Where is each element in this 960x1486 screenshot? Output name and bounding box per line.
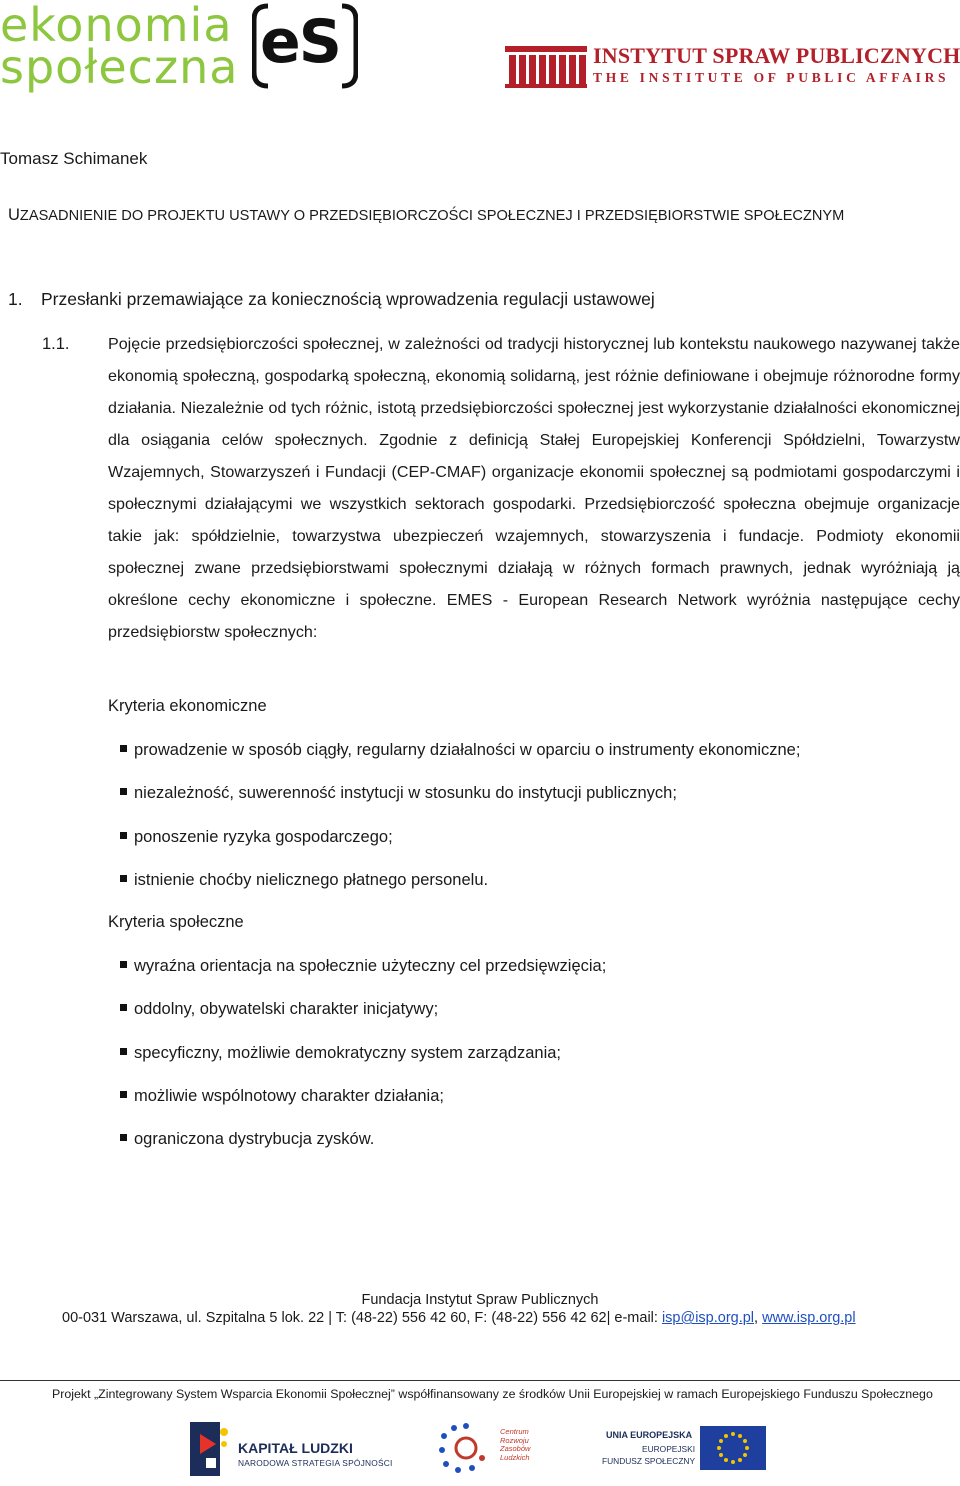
list-item-text: możliwie wspólnotowy charakter działania; [134,1086,444,1105]
square-bullet-icon [120,961,127,968]
list-item [120,998,960,1041]
list-item [120,1128,960,1171]
footer-address-text: 00-031 Warszawa, ul. Szpitalna 5 lok. 22 | T: (48-22) 556 42 60, F: (48-22) 556 42 62| e-mail: [62,1310,662,1326]
square-bullet-icon [120,1004,127,1011]
footer-separator: , [754,1310,763,1326]
list-item-text: ograniczona dystrybucja zysków. [134,1130,375,1149]
list-item [120,826,960,869]
logo-kapital-ludzki [186,1414,393,1480]
crzl-line: Ludzkich [500,1452,530,1462]
logo-eu [600,1426,770,1472]
footer-organization: Fundacja Instytut Spraw Publicznych [361,1292,599,1308]
eu-line3: FUNDUSZ SPOŁECZNY [602,1456,696,1466]
logo-ekonomia-spoleczna [0,0,360,92]
footer-project-note: Projekt „Zintegrowany System Wsparcia Ekonomii Społecznej” współfinansowany ze środków Unii Europejskiej w ramach Europejskiego Funduszu Społecznego [52,1387,933,1401]
criteria-social-list [120,955,960,1171]
author: Tomasz Schimanek [0,149,148,168]
logo-es-line2: społeczna [0,40,239,94]
list-item-text: wyraźna orientacja na społecznie użyteczny cel przedsięwzięcia; [134,957,607,975]
square-bullet-icon [120,745,127,752]
square-bullet-icon [120,832,127,839]
list-item-text: oddolny, obywatelski charakter inicjatywy; [134,1000,439,1019]
kapital-ludzki-name: KAPITAŁ LUDZKI [238,1440,353,1456]
crzl-line: Zasobów [500,1444,531,1454]
eu-flag-icon [700,1426,766,1470]
isp-name: INSTYTUT SPRAW PUBLICZNYCH [593,43,960,68]
list-item [120,869,960,912]
crzl-line: Rozwoju [500,1435,529,1445]
square-bullet-icon [120,1091,127,1098]
section-heading-number: 1. [8,289,23,309]
list-item-text: prowadzenie w sposób ciągły, regularny działalności w oparciu o instrumenty ekonomiczne; [134,741,801,759]
crzl-line: Centrum [500,1427,529,1436]
list-item [120,955,960,998]
email-link[interactable]: isp@isp.org.pl [661,1310,755,1326]
logo-es-line1: ekonomia [0,0,233,52]
criteria-economic-title: Kryteria ekonomiczne [108,697,267,715]
paragraph-text: Pojęcie przedsiębiorczości społecznej, w zależności od tradycji historycznej lub kontekstu naukowego nazywanej także ekonomią społeczną, gospodarką społeczną, ekonomią solidarną, jest różnie definiowane i obejmuje różnorodne formy działania. Niezależnie od tych różnic, istotą przedsiębiorczości społecznej jest wykorzystanie działalności ekonomicznej dla osiągania celów społecznych. Zgodnie z definicją Stałej Europejskiej Konferencji Spółdzielni, Towarzystw Wzajemnych, Stowarzyszeń i Fundacji (CEP-CMAF) organizacje ekonomii społecznej są podmiotami gospodarczymi i społecznymi działającymi we wszystkich sektorach gospodarki. Przedsiębiorczość społeczna obejmuje organizacje takie jak: spółdzielnie, towarzystwa ubezpieczeń wzajemnych, stowarzyszenia i fundacje. Podmioty ekonomii społecznej zwane przedsiębiorstwami społecznymi działają w różnych formach prawnych, jednak wyróżniają ją określone cechy ekonomiczne i społeczne. EMES - European Research Network wyróżnia następujące cechy przedsiębiorstw społecznych: [108,335,960,641]
list-item-text: istnienie choćby nielicznego płatnego personelu. [134,870,489,889]
list-item [120,1042,960,1085]
list-item-text: niezależność, suwerenność instytucji w stosunku do instytucji publicznych; [134,784,677,803]
document-title [8,204,844,227]
logo-isp [505,42,960,90]
criteria-social-title: Kryteria społeczne [108,913,244,931]
website-link[interactable]: www.isp.org.pl [762,1310,856,1326]
crzl-label [500,1428,530,1462]
paragraph-number: 1.1. [42,335,70,353]
footer-address [62,1308,856,1328]
document-title-initial: U [8,206,20,224]
logo-crzl [436,1420,546,1476]
criteria-economic-list [120,739,960,912]
square-bullet-icon [120,788,127,795]
section-heading-text: Przesłanki przemawiające za koniecznością wprowadzenia regulacji ustawowej [41,289,655,309]
document-title-rest: ZASADNIENIE DO PROJEKTU USTAWY O PRZEDSIĘBIORCZOŚCI SPOŁECZNEJ I PRZEDSIĘBIORSTWIE SPOŁECZNYM [19,208,845,224]
footer-divider [0,1380,960,1381]
eu-line1: UNIA EUROPEJSKA [606,1430,693,1440]
list-item [120,782,960,825]
list-item [120,1085,960,1128]
square-bullet-icon [120,1134,127,1141]
square-bullet-icon [120,875,127,882]
section-heading [8,287,655,311]
kapital-ludzki-emblem-icon [186,1414,232,1480]
list-item-text: specyficzny, możliwie demokratyczny system zarządzania; [134,1043,562,1062]
eu-line2: EUROPEJSKI [642,1444,696,1454]
kapital-ludzki-subtitle: NARODOWA STRATEGIA SPÓJNOŚCI [238,1458,393,1468]
list-item [120,739,960,782]
square-bullet-icon [120,1048,127,1055]
logo-es-mark: eS [260,7,340,77]
columns-icon [505,46,587,88]
list-item-text: ponoszenie ryzyka gospodarczego; [134,827,393,846]
crzl-stars-icon [436,1422,498,1474]
isp-subtitle: THE INSTITUTE OF PUBLIC AFFAIRS [593,70,950,85]
